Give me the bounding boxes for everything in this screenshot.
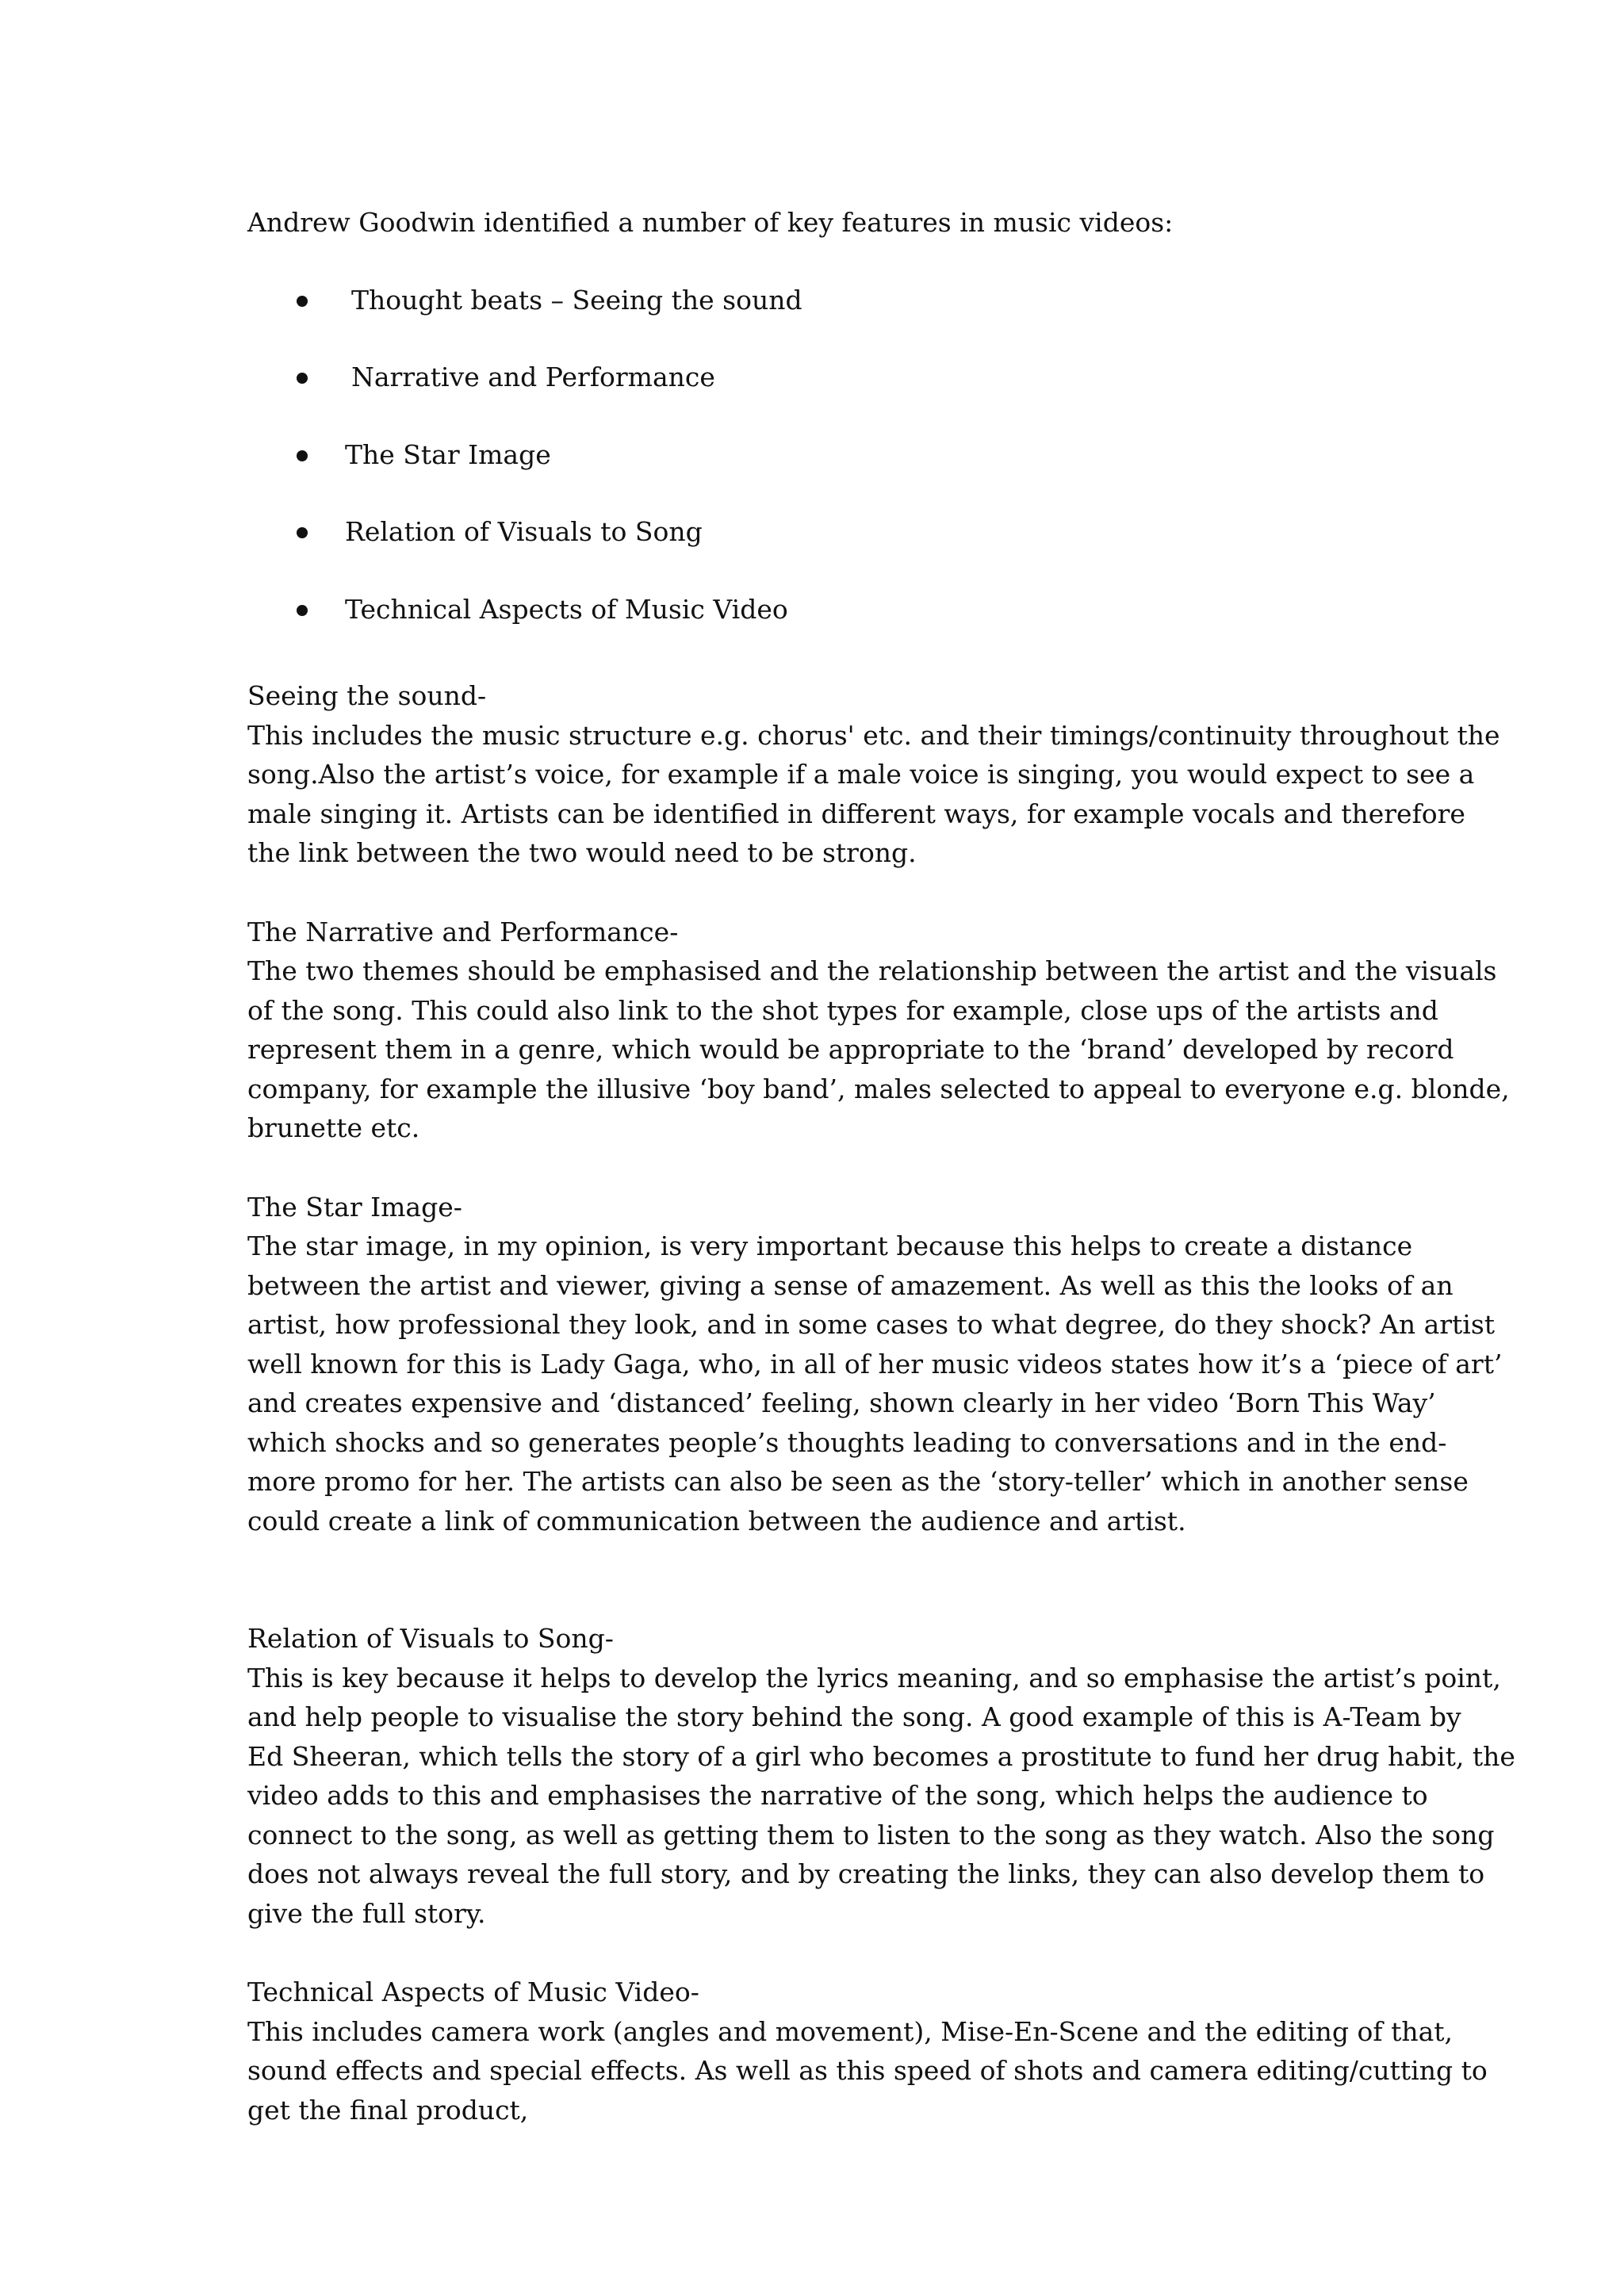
paragraph-line: company, for example the illusive ‘boy band’, males selected to appeal to everyone e.g. blonde, xyxy=(247,1073,1510,1104)
section-heading: Relation of Visuals to Song- xyxy=(247,1623,614,1654)
section-seeing-the-sound xyxy=(247,676,1500,873)
list-item xyxy=(247,512,1389,552)
paragraph-line: does not always reveal the full story, and by creating the links, they can also develop them to xyxy=(247,1858,1485,1889)
paragraph-line: could create a link of communication between the audience and artist. xyxy=(247,1505,1186,1536)
paragraph-line: well known for this is Lady Gaga, who, in all of her music videos states how it’s a ‘piece of art’ xyxy=(247,1348,1503,1380)
paragraph-line: brunette etc. xyxy=(247,1112,420,1143)
list-item xyxy=(247,590,1389,629)
bullet-icon xyxy=(297,605,308,616)
bullet-icon xyxy=(297,450,308,461)
section-paragraph xyxy=(247,1226,1503,1540)
paragraph-line: video adds to this and emphasises the narrative of the song, which helps the audience to xyxy=(247,1780,1428,1811)
list-item-text: Relation of Visuals to Song xyxy=(345,516,703,547)
document-body xyxy=(247,203,1515,2130)
section-technical-aspects xyxy=(247,1973,1488,2130)
section-relation-of-visuals xyxy=(247,1619,1515,1933)
list-item-text: Technical Aspects of Music Video xyxy=(345,593,788,625)
list-item-text: The Star Image xyxy=(345,438,551,470)
list-item-text: Narrative and Performance xyxy=(351,362,715,392)
paragraph-line: This includes camera work (angles and movement), Mise-En-Scene and the editing of that, xyxy=(247,2015,1454,2047)
paragraph-line: Ed Sheeran, which tells the story of a girl who becomes a prostitute to fund her drug habit, the xyxy=(247,1740,1515,1772)
section-star-image xyxy=(247,1188,1503,1541)
paragraph-line: male singing it. Artists can be identified in different ways, for example vocals and therefore xyxy=(247,798,1465,829)
paragraph-line: which shocks and so generates people’s thoughts leading to conversations and in the end- xyxy=(247,1426,1447,1458)
paragraph-line: and creates expensive and ‘distanced’ feeling, shown clearly in her video ‘Born This Way’ xyxy=(247,1387,1436,1418)
paragraph-line: This is key because it helps to develop the lyrics meaning, and so emphasise the artist’s point, xyxy=(247,1662,1501,1693)
section-narrative-and-performance xyxy=(247,913,1510,1148)
section-paragraph xyxy=(247,1659,1515,1934)
section-paragraph xyxy=(247,2012,1488,2130)
paragraph-line: give the full story. xyxy=(247,1897,486,1929)
list-item xyxy=(247,358,1389,397)
paragraph-line: song.Also the artist’s voice, for example if a male voice is singing, you would expect to see a xyxy=(247,759,1475,790)
bullet-icon xyxy=(297,296,308,307)
section-paragraph xyxy=(247,951,1510,1148)
paragraph-line: connect to the song, as well as getting them to listen to the song as they watch. Also the song xyxy=(247,1819,1495,1850)
paragraph-line: more promo for her. The artists can also be seen as the ‘story-teller’ which in another sense xyxy=(247,1466,1469,1497)
paragraph-line: The star image, in my opinion, is very important because this helps to create a distance xyxy=(247,1230,1413,1261)
section-heading: Technical Aspects of Music Video- xyxy=(247,1976,699,2007)
paragraph-line: the link between the two would need to be strong. xyxy=(247,837,917,868)
paragraph-line: artist, how professional they look, and in some cases to what degree, do they shock? An artist xyxy=(247,1309,1496,1340)
list-item-text: Thought beats – Seeing the sound xyxy=(351,284,802,316)
paragraph-line: The two themes should be emphasised and the relationship between the artist and the visuals xyxy=(247,955,1497,986)
section-heading: The Star Image- xyxy=(247,1191,462,1223)
intro-paragraph: Andrew Goodwin identified a number of key features in music videos: xyxy=(247,207,1174,238)
list-item xyxy=(247,435,1389,475)
paragraph-line: between the artist and viewer, giving a sense of amazement. As well as this the looks of an xyxy=(247,1269,1454,1301)
list-item xyxy=(247,281,1389,320)
paragraph-line: get the final product, xyxy=(247,2094,529,2126)
paragraph-line: This includes the music structure e.g. chorus' etc. and their timings/continuity throughout the xyxy=(247,719,1500,751)
section-heading: The Narrative and Performance- xyxy=(247,916,679,947)
paragraph-line: and help people to visualise the story behind the song. A good example of this is A-Team by xyxy=(247,1701,1461,1732)
paragraph-line: of the song. This could also link to the shot types for example, close ups of the artists and xyxy=(247,994,1438,1026)
section-paragraph xyxy=(247,716,1500,873)
bullet-icon xyxy=(297,527,308,538)
paragraph-line: represent them in a genre, which would be appropriate to the ‘brand’ developed by record xyxy=(247,1034,1454,1065)
paragraph-line: sound effects and special effects. As well as this speed of shots and camera editing/cutting to xyxy=(247,2055,1488,2086)
bullet-icon xyxy=(297,373,308,384)
key-features-list xyxy=(247,281,1389,629)
section-heading: Seeing the sound- xyxy=(247,680,487,711)
